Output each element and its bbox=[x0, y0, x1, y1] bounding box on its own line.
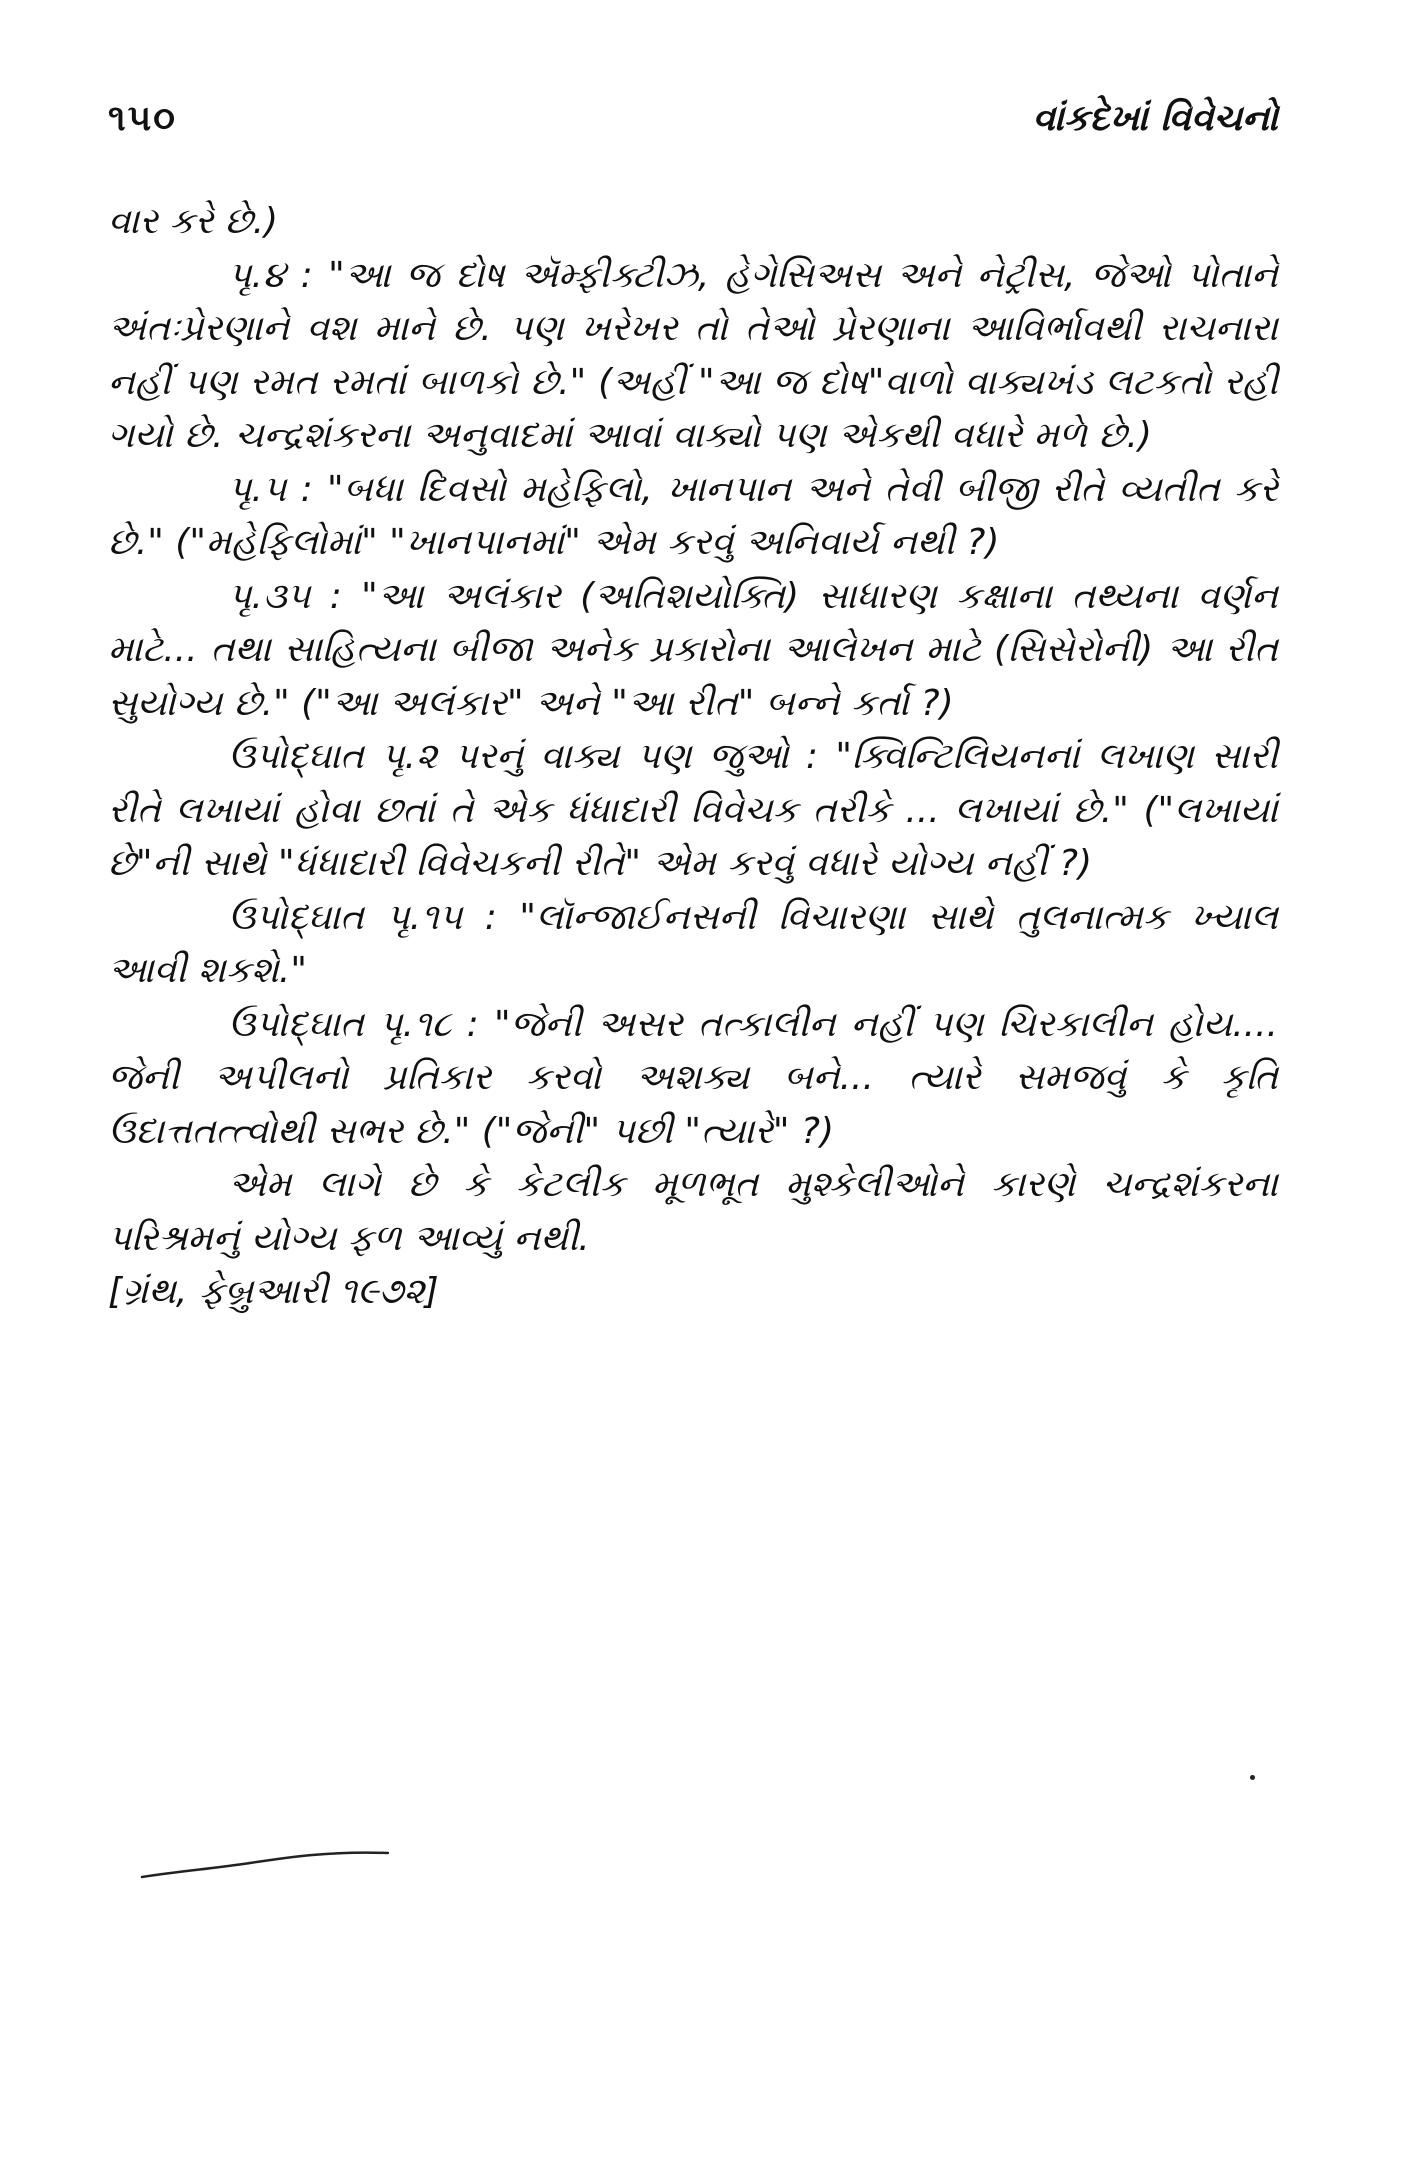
paragraph-page-4: પૃ.૪ : "આ જ દોષ ઍમ્ફીક્ટીઝ, હેગેસિઅસ અને નેટ્રીસ, જેઓ પોતાને અંતઃપ્રેરણાને વશ માને છે. પણ ખરેખર તો તેઓ પ્રેરણાના આવિર્ભાવથી રાચનારા નહીં પણ રમત રમતાં બાળકો છે." (અહીં "આ જ દોષ"વાળો વાક્યખંડ લટકતો રહી ગયો છે. ચન્દ્રશંકરના અનુવાદમાં આવાં વાક્યો પણ એકથી વધારે મળે છે.) bbox=[108, 254, 1278, 456]
page-header bbox=[108, 98, 1278, 158]
paragraph-page-35: પૃ.૩૫ : "આ અલંકાર (અતિશયોક્તિ) સાધારણ કક્ષાના તથ્યના વર્ણન માટે... તથા સાહિત્યના બીજા અનેક પ્રકારોના આલેખન માટે (સિસેરોની) આ રીત સુયોગ્ય છે." ("આ અલંકાર" અને "આ રીત" બન્ને કર્તા ?) bbox=[108, 575, 1278, 724]
body-text bbox=[108, 195, 1278, 1319]
running-head: વાંકદેખાં વિવેચનો bbox=[1032, 98, 1278, 139]
stray-dot bbox=[1250, 1775, 1255, 1780]
paragraph-intro-page-2: ઉપોદ્ઘાત પૃ.૨ પરનું વાક્ય પણ જુઓ : "ક્વિન્ટિલિયનનાં લખાણ સારી રીતે લખાયાં હોવા છતાં તે એક ધંધાદારી વિવેચક તરીકે ... લખાયાં છે." ("લખાયાં છે"ની સાથે "ધંધાદારી વિવેચકની રીતે" એમ કરવું વધારે યોગ્ય નહીં ?) bbox=[108, 736, 1278, 884]
paragraph-continuation: વાર કરે છે.) bbox=[108, 201, 279, 242]
paragraph-conclusion: એમ લાગે છે કે કેટલીક મૂળભૂત મુશ્કેલીઓને કારણે ચન્દ્રશંકરના પરિશ્રમનું યોગ્ય ફળ આવ્યું નથી. bbox=[108, 1164, 1278, 1259]
end-flourish bbox=[140, 1845, 390, 1895]
page-number: ૧૫૦ bbox=[108, 98, 177, 139]
paragraph-intro-page-18: ઉપોદ્ઘાત પૃ.૧૮ : "જેની અસર તત્કાલીન નહીં પણ ચિરકાલીન હોય.... જેની અપીલનો પ્રતિકાર કરવો અશક્ય બને... ત્યારે સમજવું કે કૃતિ ઉદાત્તતત્ત્વોથી સભર છે." ("જેની" પછી "ત્યારે" ?) bbox=[108, 1003, 1278, 1152]
paragraph-page-5: પૃ.૫ : "બધા દિવસો મહેફિલો, ખાનપાન અને તેવી બીજી રીતે વ્યતીત કરે છે." ("મહેફિલોમાં" "ખાનપાનમાં" એમ કરવું અનિવાર્ય નથી ?) bbox=[108, 468, 1278, 563]
source-signature: [ગ્રંથ, ફેબ્રુઆરી ૧૯૭૨] bbox=[108, 1271, 439, 1312]
paragraph-intro-page-15: ઉપોદ્ઘાત પૃ.૧૫ : "લૉન્જાઈનસની વિચારણા સાથે તુલનાત્મક ખ્યાલ આવી શકશે." bbox=[108, 896, 1278, 991]
